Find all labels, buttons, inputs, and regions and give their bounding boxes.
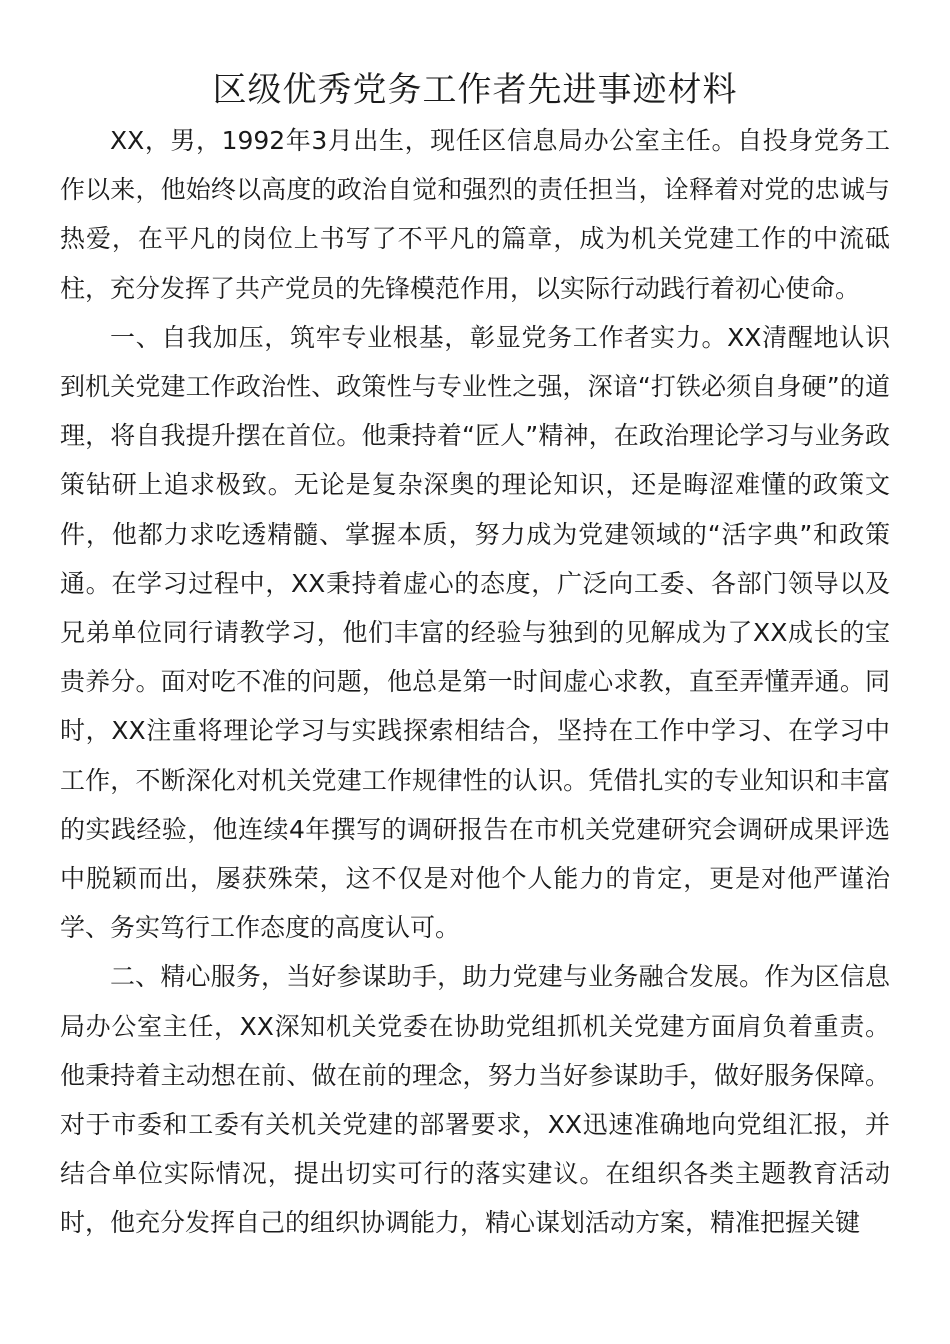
paragraph-section-2: 二、精心服务，当好参谋助手，助力党建与业务融合发展。作为区信息局办公室主任，XX深知机关党委在协助党组抓机关党建方面肩负着重责。他秉持着主动想在前、做在前的理念，努力当好参谋助手，做好服务保障。对于市委和工委有关机关党建的部署要求，XX迅速准确地向党组汇报，并结合单位实际情况，提出切实可行的落实建议。在组织各类主题教育活动时，他充分发挥自己的组织协调能力，精心谋划活动方案，精准把握关键	[60, 962, 890, 1238]
paragraph-intro: XX，男，1992年3月出生，现任区信息局办公室主任。自投身党务工作以来，他始终以高度的政治自觉和强烈的责任担当，诠释着对党的忠诚与热爱，在平凡的岗位上书写了不平凡的篇章，成为机关党建工作的中流砥柱，充分发挥了共产党员的先锋模范作用，以实际行动践行着初心使命。	[60, 126, 890, 303]
paragraph-section-1: 一、自我加压，筑牢专业根基，彰显党务工作者实力。XX清醒地认识到机关党建工作政治性、政策性与专业性之强，深谙“打铁必须自身硬”的道理，将自我提升摆在首位。他秉持着“匠人”精神，在政治理论学习与业务政策钻研上追求极致。无论是复杂深奥的理论知识，还是晦涩难懂的政策文件，他都力求吃透精髓、掌握本质，努力成为党建领域的“活字典”和政策通。在学习过程中，XX秉持着虚心的态度，广泛向工委、各部门领导以及兄弟单位同行请教学习，他们丰富的经验与独到的见解成为了XX成长的宝贵养分。面对吃不准的问题，他总是第一时间虚心求教，直至弄懂弄通。同时，XX注重将理论学习与实践探索相结合，坚持在工作中学习、在学习中工作，不断深化对机关党建工作规律性的认识。凭借扎实的专业知识和丰富的实践经验，他连续4年撰写的调研报告在市机关党建研究会调研成果评选中脱颖而出，屡获殊荣，这不仅是对他个人能力的肯定，更是对他严谨治学、务实笃行工作态度的高度认可。	[60, 322, 890, 943]
document-title: 区级优秀党务工作者先进事迹材料	[212, 70, 738, 110]
